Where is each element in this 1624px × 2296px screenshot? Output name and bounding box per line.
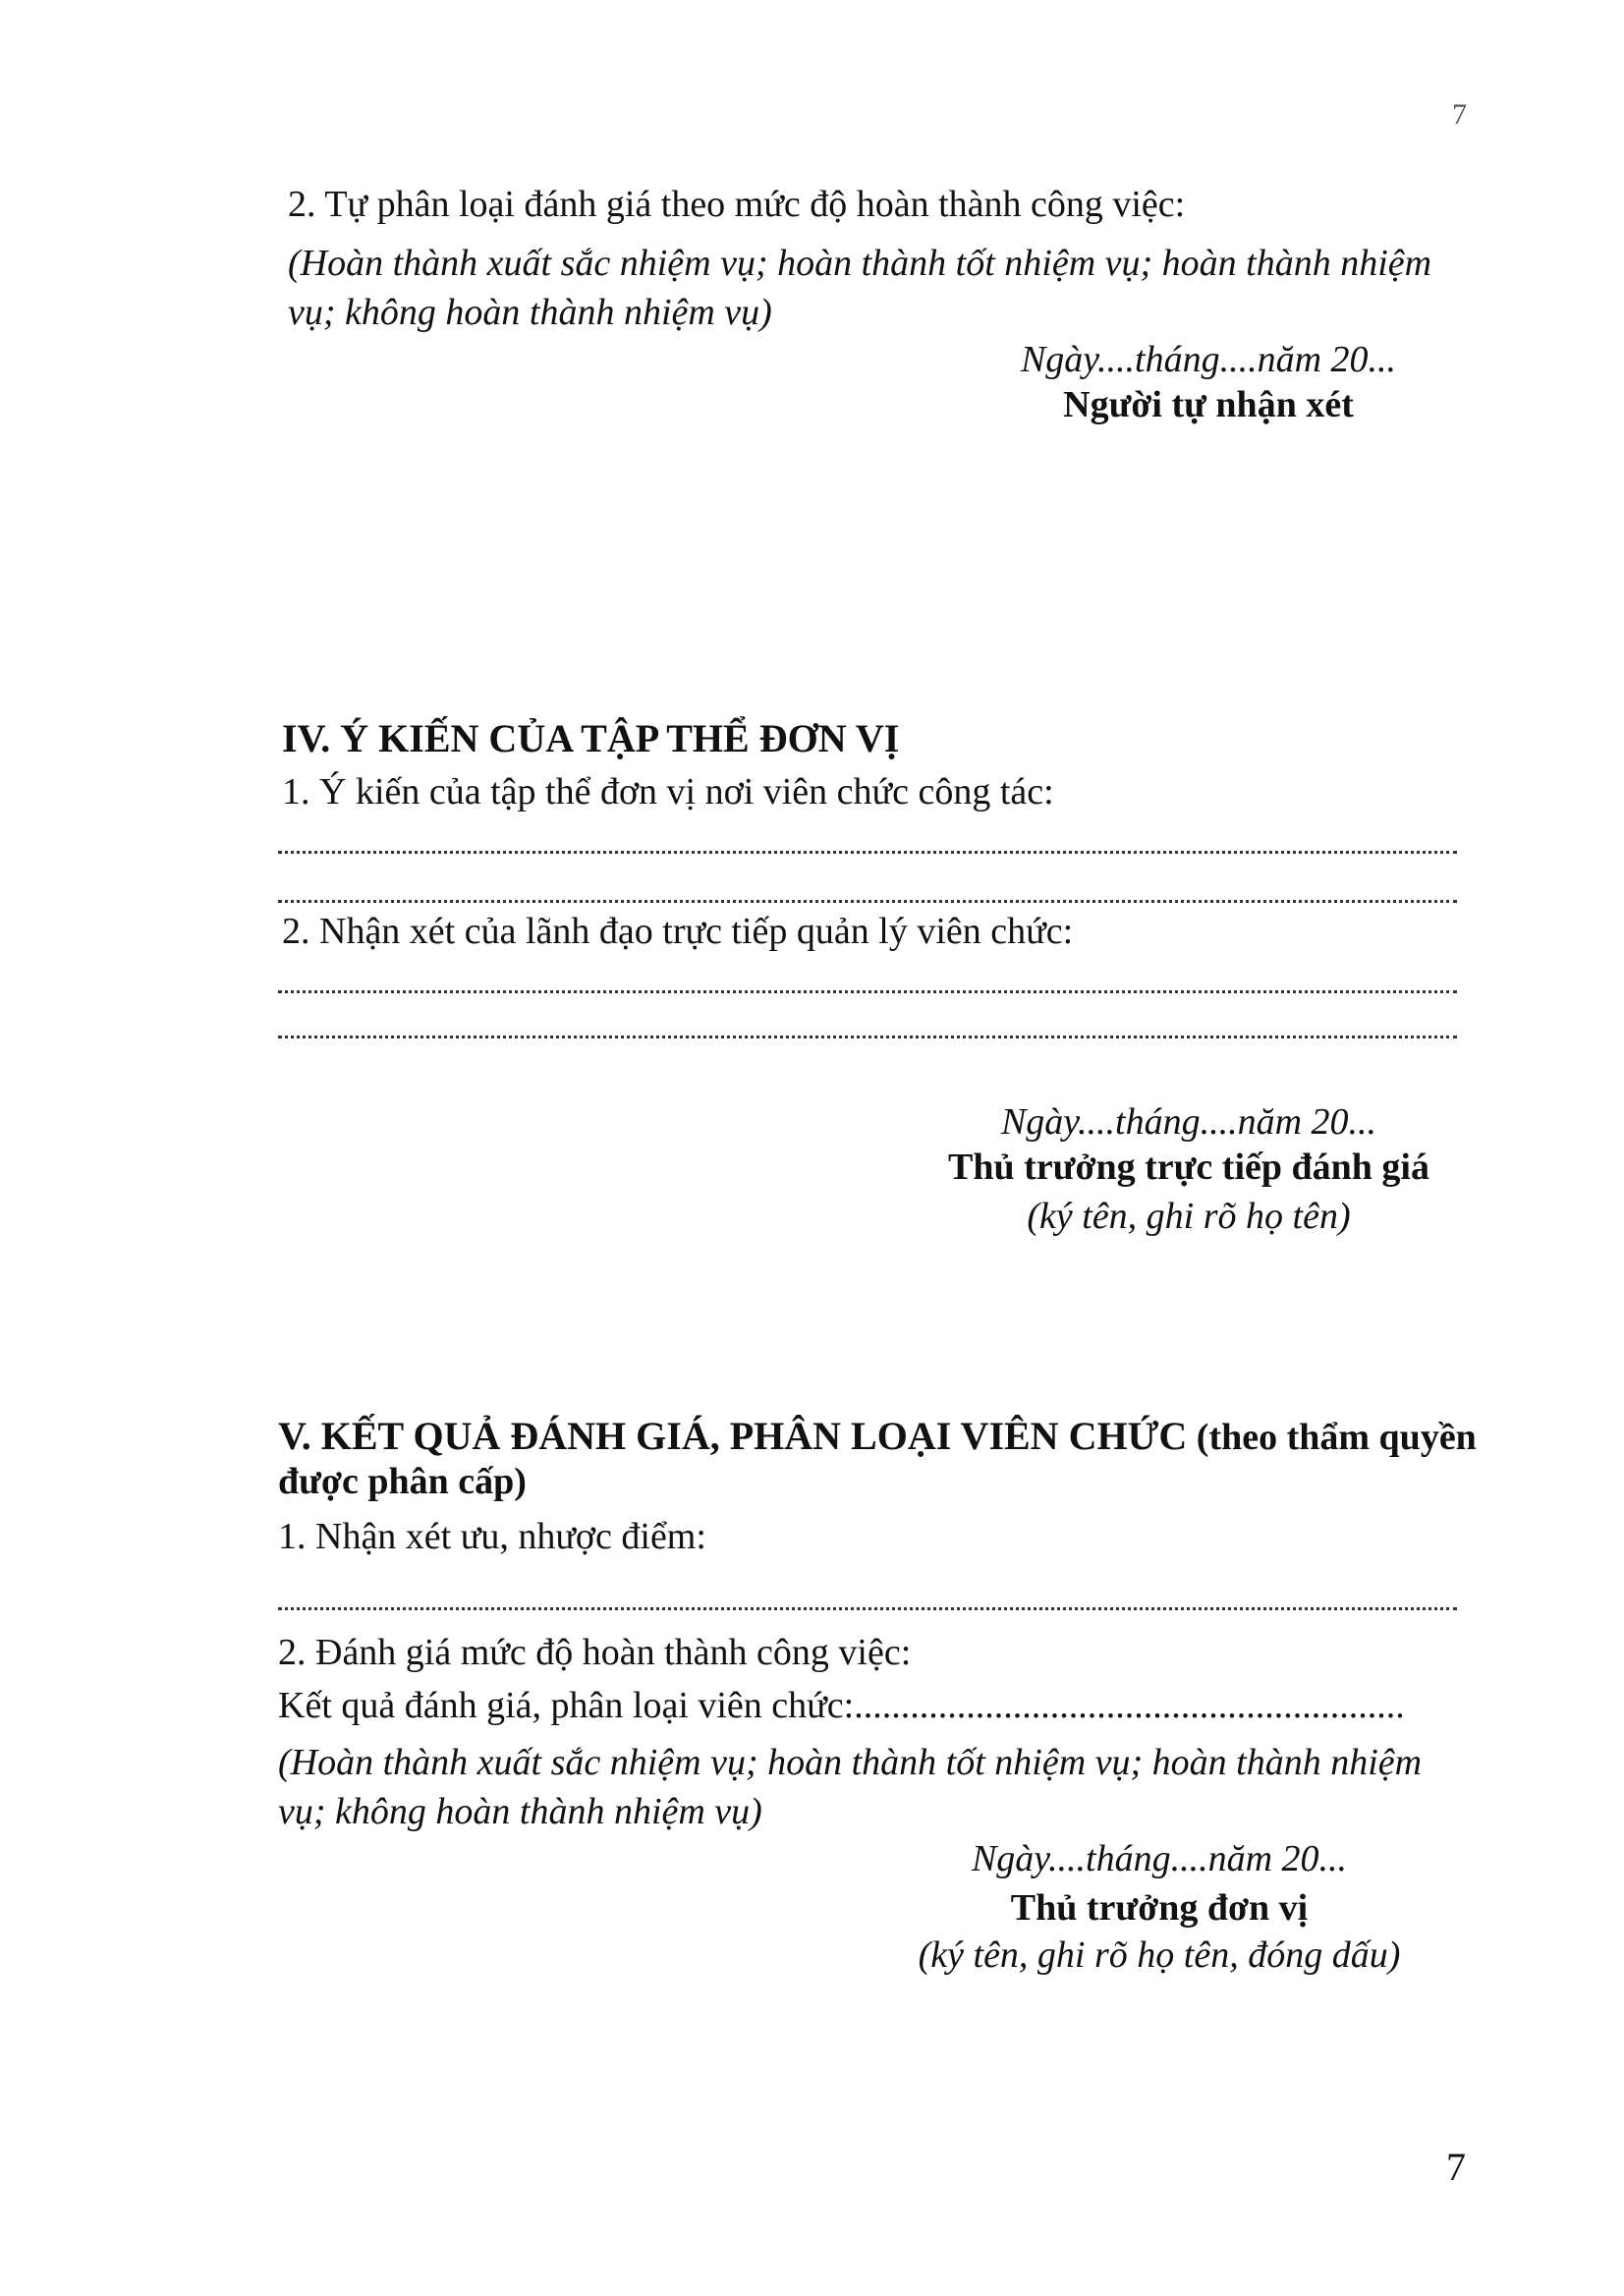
self-rating-options-line1: (Hoàn thành xuất sắc nhiệm vụ; hoàn thành tốt nhiệm vụ; hoàn thành nhiệm [288,243,1432,284]
self-rating-label: 2. Tự phân loại đánh giá theo mức độ hoàn thành công việc: [288,184,1186,225]
section5-heading-line1 [278,1413,1477,1461]
leader-review-line-2 [278,1036,1457,1038]
strengths-weaknesses-line [278,1607,1457,1610]
result-line [278,1684,1405,1729]
section4-heading: IV. Ý KIẾN CỦA TẬP THỂ ĐƠN VỊ [282,716,900,760]
result-label: Kết quả đánh giá, phân loại viên chức: [278,1685,855,1726]
leader-review-line-1 [278,990,1457,993]
result-dots: ........................................................... [854,1685,1405,1726]
section5-heading-rest: (theo thẩm quyền [1187,1417,1477,1458]
self-review-date: Ngày....tháng....năm 20... [1020,339,1397,380]
leader-review-label: 2. Nhận xét của lãnh đạo trực tiếp quản lý viên chức: [282,911,1074,952]
unit-head-signer-note: (ký tên, ghi rõ họ tên, đóng dấu) [918,1934,1401,1976]
section5-heading-line2: được phân cấp) [278,1461,527,1502]
leader-review-date: Ngày....tháng....năm 20... [1000,1101,1377,1143]
result-options-line1: (Hoàn thành xuất sắc nhiệm vụ; hoàn thành tốt nhiệm vụ; hoàn thành nhiệm [278,1742,1423,1783]
unit-opinion-line-1 [278,851,1457,854]
section5-heading-bold: V. KẾT QUẢ ĐÁNH GIÁ, PHÂN LOẠI VIÊN CHỨC [278,1414,1188,1458]
self-rating-options-line2: vụ; không hoàn thành nhiệm vụ) [288,292,772,333]
unit-opinion-label: 1. Ý kiến của tập thể đơn vị nơi viên chức công tác: [282,771,1054,812]
page-number: 7 [1446,2145,1466,2189]
corner-mark: 7 [1452,98,1467,131]
completion-rating-label: 2. Đánh giá mức độ hoàn thành công việc: [278,1632,912,1673]
leader-review-signer-note: (ký tên, ghi rõ họ tên) [1027,1196,1351,1237]
unit-head-signer: Thủ trưởng đơn vị [1010,1887,1309,1929]
leader-review-signer: Thủ trưởng trực tiếp đánh giá [948,1147,1429,1188]
unit-opinion-line-2 [278,900,1457,903]
unit-head-date: Ngày....tháng....năm 20... [971,1838,1348,1879]
result-options-line2: vụ; không hoàn thành nhiệm vụ) [278,1791,762,1832]
self-review-signer: Người tự nhận xét [1063,384,1354,425]
strengths-weaknesses-label: 1. Nhận xét ưu, nhược điểm: [278,1516,706,1557]
